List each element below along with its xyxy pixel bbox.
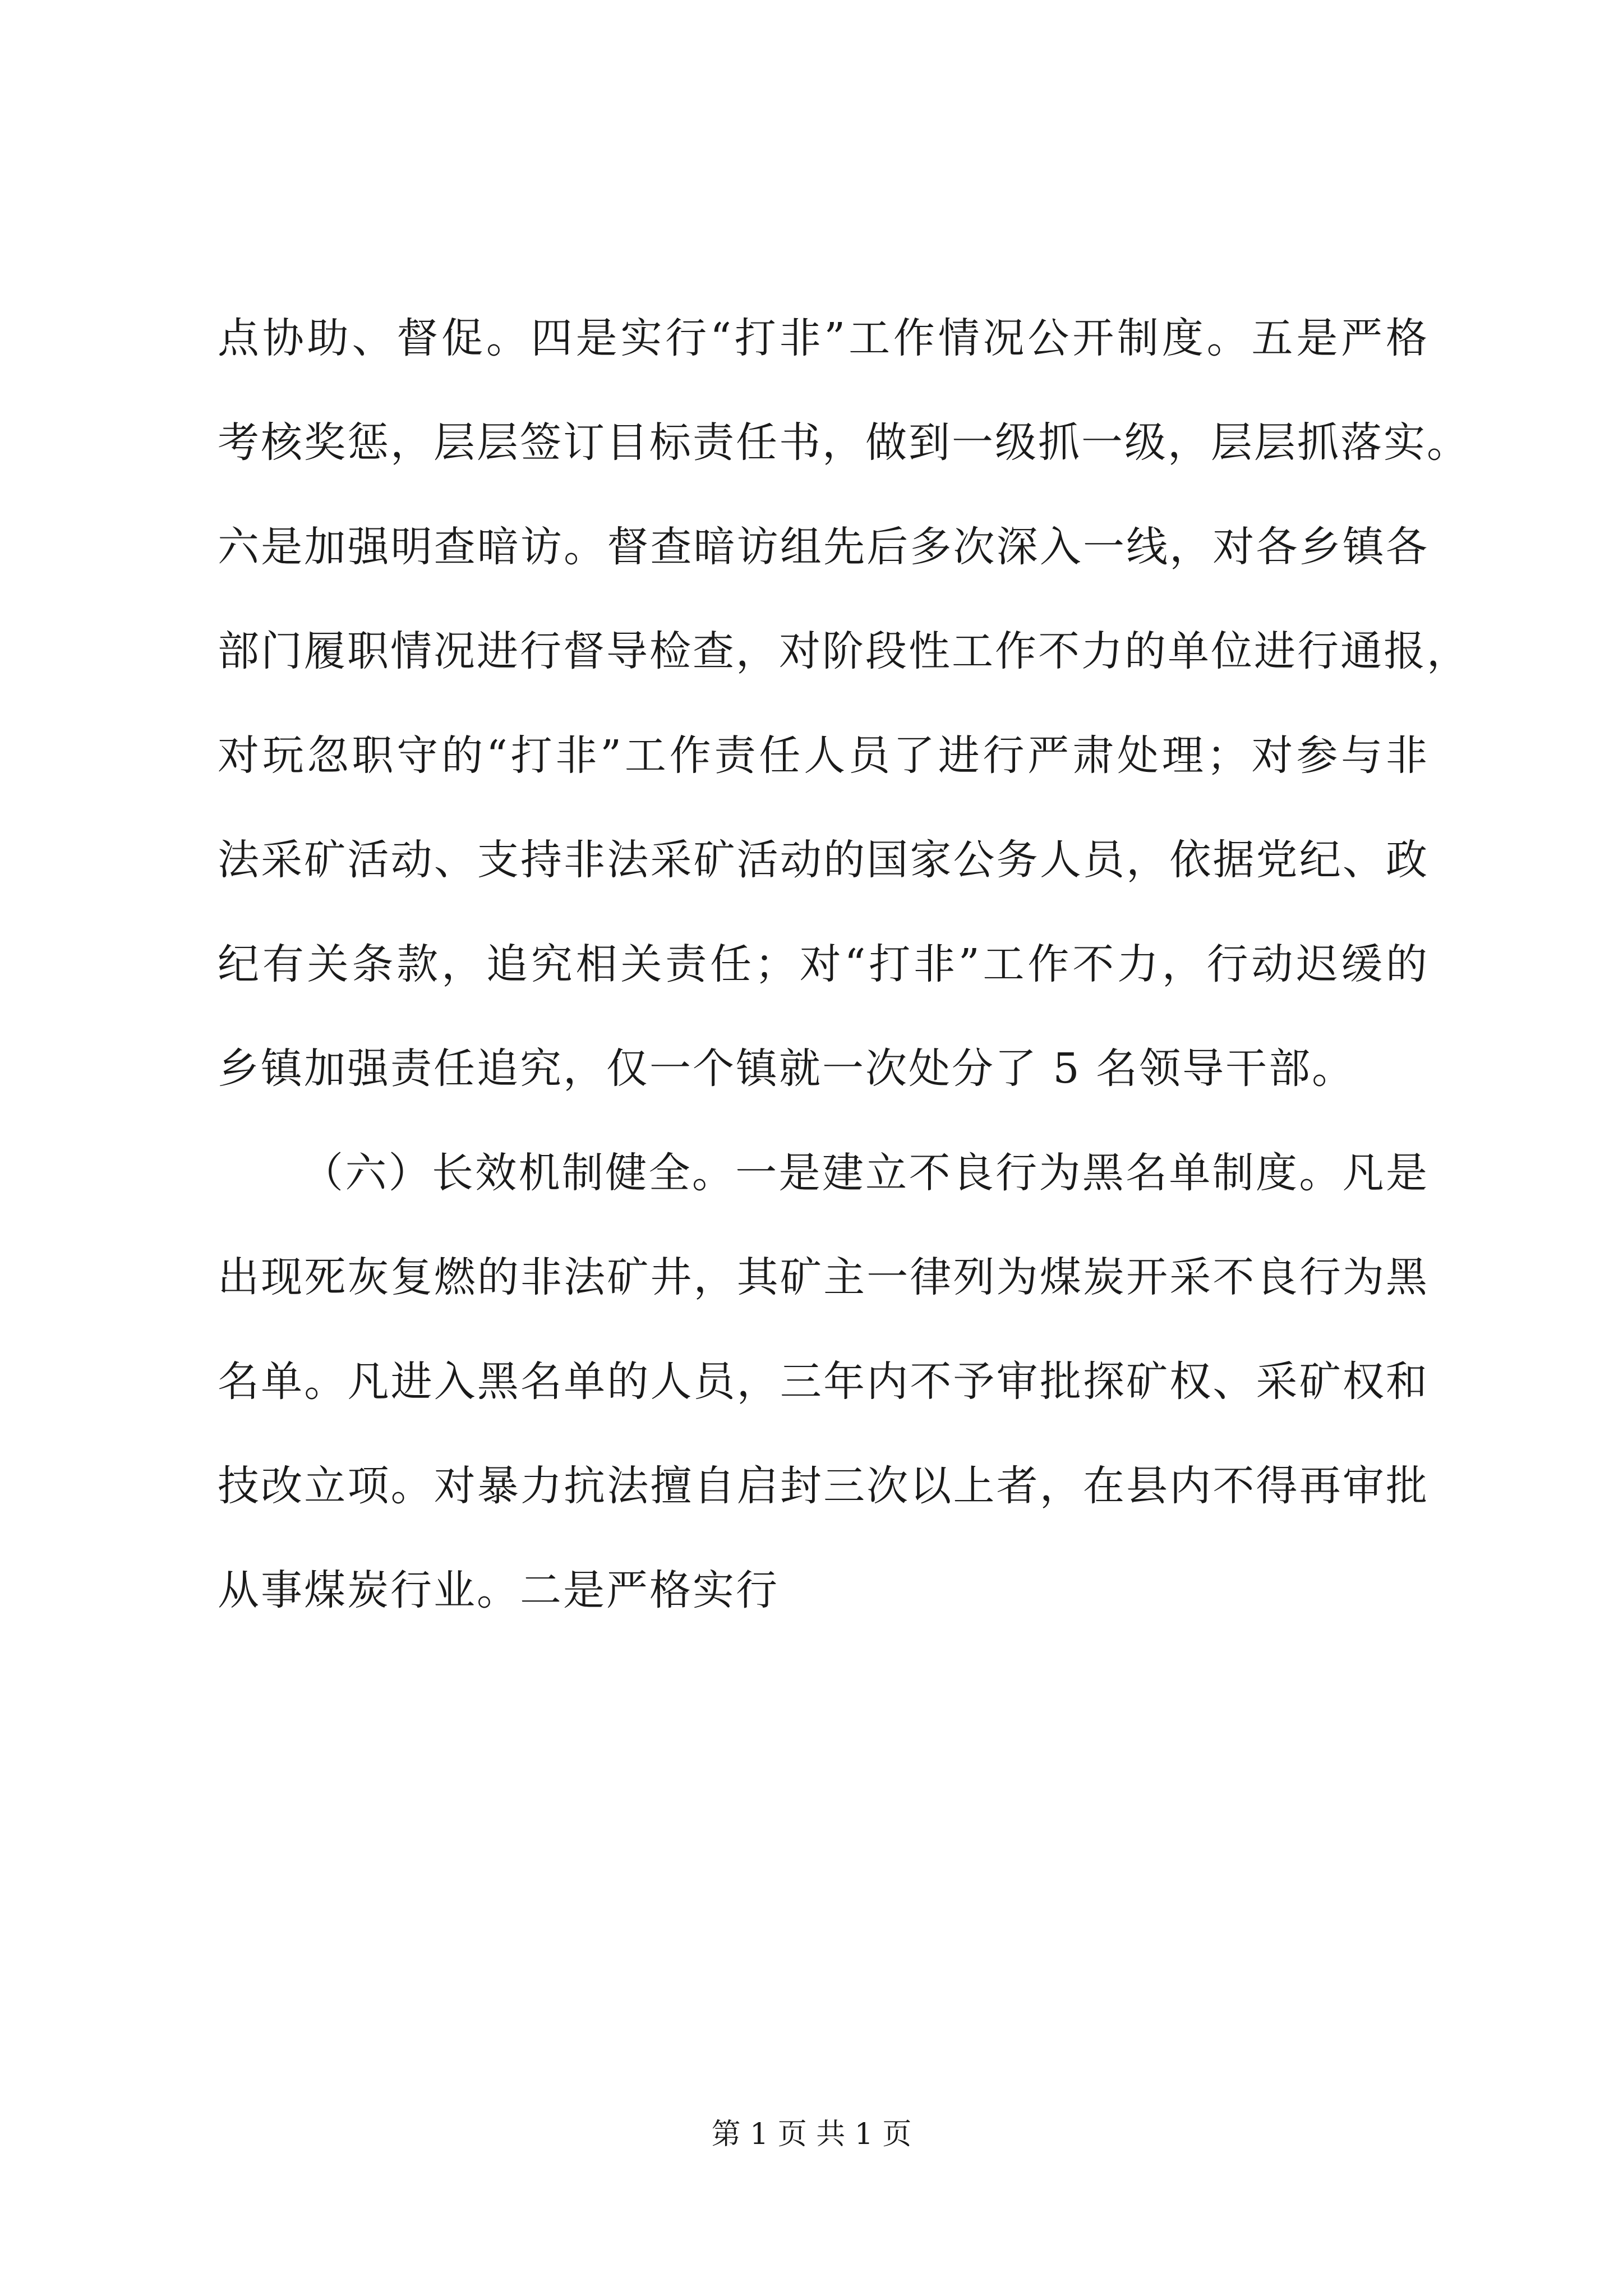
- paragraph-line: 法采矿活动、支持非法采矿活动的国家公务人员，依据党纪、政: [218, 836, 1429, 884]
- page-number-label: 第 1 页 共 1 页: [711, 2118, 912, 2151]
- paragraph-line: 对玩忽职守的“打非”工作责任人员了进行严肃处理；对参与非: [218, 731, 1429, 780]
- paragraph-line: 乡镇加强责任追究，仅一个镇就一次处分了 5 名领导干部。: [218, 1045, 1355, 1093]
- paragraph-line: 六是加强明查暗访。督查暗访组先后多次深入一线，对各乡镇各: [218, 523, 1429, 571]
- paragraph-line: 考核奖惩，层层签订目标责任书，做到一级抓一级，层层抓落实。: [218, 418, 1470, 467]
- paragraph-line: 纪有关条款，追究相关责任；对“打非”工作不力，行动迟缓的: [218, 940, 1429, 988]
- paragraph-line: 技改立项。对暴力抗法擅自启封三次以上者，在县内不得再审批: [218, 1462, 1429, 1510]
- paragraph-line: （六）长效机制健全。一是建立不良行为黑名单制度。凡是: [302, 1149, 1429, 1197]
- page-footer: [0, 2115, 1623, 2154]
- paragraph-line: 部门履职情况进行督导检查，对阶段性工作不力的单位进行通报，: [218, 627, 1470, 675]
- paragraph-line: 点协助、督促。四是实行“打非”工作情况公开制度。五是严格: [218, 314, 1429, 362]
- paragraph-line: 出现死灰复燃的非法矿井，其矿主一律列为煤炭开采不良行为黑: [218, 1253, 1429, 1301]
- paragraph-line: 从事煤炭行业。二是严格实行: [218, 1566, 779, 1614]
- paragraph-line: 名单。凡进入黑名单的人员，三年内不予审批探矿权、采矿权和: [218, 1358, 1429, 1406]
- body-text: [218, 302, 1470, 1658]
